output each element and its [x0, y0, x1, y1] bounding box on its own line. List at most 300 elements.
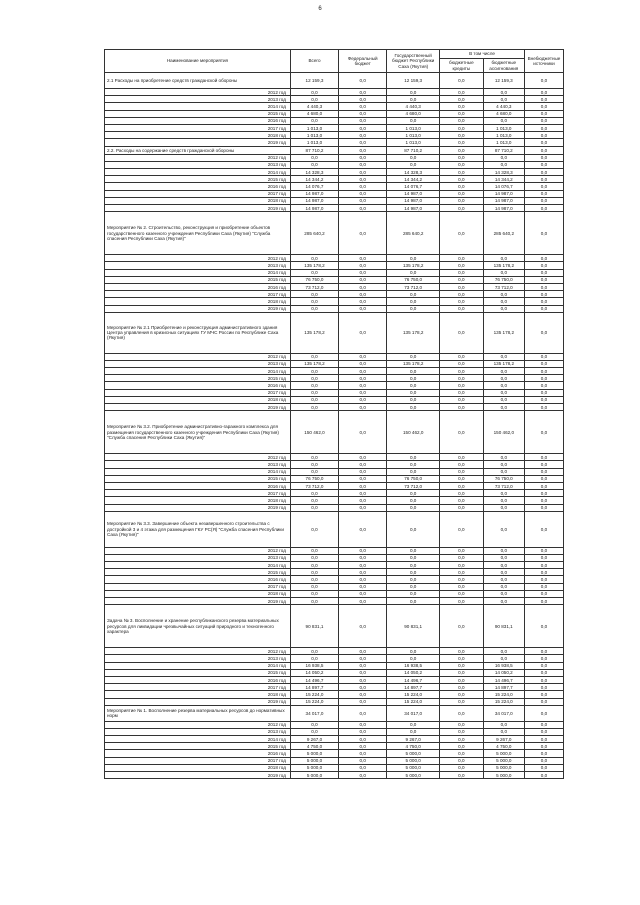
year-value: 0,0: [339, 648, 387, 655]
year-label: 2016 год: [105, 117, 291, 124]
year-value: 0,0: [524, 461, 563, 468]
year-value: 0,0: [524, 576, 563, 583]
year-value: 0,0: [339, 721, 387, 728]
section-row: [105, 605, 564, 648]
year-value: 0,0: [387, 562, 440, 569]
year-label: 2014 год: [105, 368, 291, 375]
year-row: [105, 721, 564, 728]
year-value: 0,0: [440, 176, 484, 183]
section-value: 34 017,0: [483, 705, 524, 721]
year-value: 0,0: [339, 190, 387, 197]
year-value: 0,0: [483, 117, 524, 124]
year-row: [105, 454, 564, 461]
year-value: 0,0: [339, 161, 387, 168]
section-value: 90 831,1: [290, 605, 338, 648]
year-value: 0,0: [483, 353, 524, 360]
year-value: 0,0: [290, 648, 338, 655]
year-label: 2012 год: [105, 721, 291, 728]
year-label: 2019 год: [105, 504, 291, 511]
year-row: [105, 698, 564, 705]
year-row: [105, 96, 564, 103]
year-value: 0,0: [524, 353, 563, 360]
year-value: 0,0: [483, 504, 524, 511]
year-value: 0,0: [483, 562, 524, 569]
year-label: 2017 год: [105, 583, 291, 590]
year-value: 0,0: [524, 276, 563, 283]
year-label: 2018 год: [105, 396, 291, 403]
year-value: 0,0: [290, 89, 338, 96]
year-value: 15 224,0: [483, 691, 524, 698]
year-label: 2014 год: [105, 662, 291, 669]
year-value: 0,0: [440, 375, 484, 382]
year-label: 2015 год: [105, 375, 291, 382]
year-value: 0,0: [387, 117, 440, 124]
year-value: 1 013,0: [483, 139, 524, 146]
year-label: 2016 год: [105, 382, 291, 389]
year-row: [105, 655, 564, 662]
year-value: 0,0: [483, 583, 524, 590]
year-value: 0,0: [339, 750, 387, 757]
year-value: 0,0: [339, 461, 387, 468]
year-value: 14 987,0: [290, 205, 338, 212]
year-value: 5 000,0: [387, 757, 440, 764]
year-value: 0,0: [440, 154, 484, 161]
year-value: 0,0: [524, 190, 563, 197]
year-value: 0,0: [440, 490, 484, 497]
year-value: 135 178,2: [387, 262, 440, 269]
section-title: 2.2. Расходы на содержание средств гражданской обороны: [105, 146, 291, 154]
year-value: 0,0: [524, 482, 563, 489]
year-value: 0,0: [483, 305, 524, 312]
year-value: 0,0: [339, 562, 387, 569]
year-value: 0,0: [290, 728, 338, 735]
year-row: [105, 389, 564, 396]
year-value: 14 344,2: [290, 176, 338, 183]
section-value: 0,0: [483, 511, 524, 547]
year-row: [105, 764, 564, 771]
year-value: 73 712,0: [483, 482, 524, 489]
section-value: 0,0: [339, 312, 387, 353]
section-row: [105, 312, 564, 353]
section-value: 150 462,0: [387, 411, 440, 454]
year-value: 0,0: [483, 89, 524, 96]
year-label: 2014 год: [105, 103, 291, 110]
budget-table: [104, 49, 564, 779]
year-row: [105, 482, 564, 489]
year-label: 2013 год: [105, 554, 291, 561]
year-value: 0,0: [524, 772, 563, 779]
year-value: 0,0: [440, 757, 484, 764]
year-row: [105, 368, 564, 375]
year-value: 5 000,0: [483, 750, 524, 757]
year-value: 0,0: [387, 291, 440, 298]
year-value: 0,0: [524, 764, 563, 771]
year-value: 0,0: [290, 96, 338, 103]
year-value: 76 750,0: [290, 475, 338, 482]
section-value: 0,0: [339, 212, 387, 255]
year-value: 0,0: [339, 117, 387, 124]
year-value: 135 178,2: [483, 360, 524, 367]
year-value: 0,0: [440, 205, 484, 212]
year-label: 2019 год: [105, 598, 291, 605]
year-value: 0,0: [387, 396, 440, 403]
year-value: 0,0: [524, 382, 563, 389]
header-federal: Федеральный бюджет: [339, 50, 387, 73]
section-title: Мероприятие № 1. Восполнение резерва материальных ресурсов до нормативных норм: [105, 705, 291, 721]
year-value: 5 000,0: [290, 750, 338, 757]
year-row: [105, 743, 564, 750]
year-value: 0,0: [524, 691, 563, 698]
year-row: [105, 404, 564, 411]
section-value: 0,0: [339, 511, 387, 547]
year-row: [105, 255, 564, 262]
year-value: 0,0: [339, 764, 387, 771]
year-value: 4 680,0: [387, 110, 440, 117]
year-value: 0,0: [524, 103, 563, 110]
year-value: 5 000,0: [290, 772, 338, 779]
year-value: 1 013,0: [387, 132, 440, 139]
year-value: 14 496,7: [483, 676, 524, 683]
section-value: 0,0: [440, 73, 484, 89]
year-value: 16 938,5: [483, 662, 524, 669]
section-value: 0,0: [440, 212, 484, 255]
year-value: 0,0: [290, 490, 338, 497]
year-value: 0,0: [440, 262, 484, 269]
year-value: 0,0: [339, 154, 387, 161]
year-value: 0,0: [524, 89, 563, 96]
year-value: 0,0: [440, 569, 484, 576]
year-row: [105, 662, 564, 669]
year-label: 2017 год: [105, 190, 291, 197]
year-value: 0,0: [440, 772, 484, 779]
year-value: 4 680,0: [290, 110, 338, 117]
year-value: 0,0: [339, 197, 387, 204]
table-header: [105, 50, 564, 73]
year-row: [105, 468, 564, 475]
year-value: 1 013,0: [387, 139, 440, 146]
year-value: 0,0: [440, 353, 484, 360]
year-value: 0,0: [524, 736, 563, 743]
year-value: 0,0: [483, 461, 524, 468]
year-label: 2013 год: [105, 461, 291, 468]
year-value: 73 712,0: [290, 283, 338, 290]
year-label: 2018 год: [105, 497, 291, 504]
year-value: 0,0: [524, 404, 563, 411]
year-value: 0,0: [290, 305, 338, 312]
header-incl: В том числе: [440, 50, 525, 59]
year-value: 0,0: [440, 124, 484, 131]
year-value: 0,0: [387, 454, 440, 461]
year-value: 0,0: [387, 583, 440, 590]
year-value: 0,0: [339, 291, 387, 298]
year-value: 0,0: [387, 648, 440, 655]
year-value: 0,0: [290, 562, 338, 569]
year-value: 0,0: [440, 305, 484, 312]
year-label: 2013 год: [105, 262, 291, 269]
year-value: 0,0: [290, 255, 338, 262]
year-value: 14 496,7: [290, 676, 338, 683]
section-value: 285 640,2: [483, 212, 524, 255]
year-value: 0,0: [483, 728, 524, 735]
year-value: 0,0: [339, 736, 387, 743]
year-row: [105, 132, 564, 139]
year-value: 0,0: [290, 389, 338, 396]
year-row: [105, 590, 564, 597]
section-row: [105, 212, 564, 255]
year-value: 0,0: [483, 554, 524, 561]
year-value: 0,0: [290, 598, 338, 605]
year-value: 0,0: [440, 382, 484, 389]
year-value: 14 076,7: [387, 183, 440, 190]
year-value: 0,0: [483, 389, 524, 396]
year-value: 0,0: [483, 161, 524, 168]
year-row: [105, 305, 564, 312]
year-value: 0,0: [290, 576, 338, 583]
year-value: 0,0: [339, 554, 387, 561]
year-row: [105, 562, 564, 569]
year-value: 0,0: [440, 554, 484, 561]
year-value: 0,0: [387, 554, 440, 561]
year-value: 0,0: [440, 139, 484, 146]
year-value: 0,0: [290, 655, 338, 662]
year-value: 4 750,0: [483, 743, 524, 750]
year-value: 0,0: [483, 590, 524, 597]
year-value: 0,0: [440, 743, 484, 750]
year-label: 2012 год: [105, 89, 291, 96]
year-value: 0,0: [339, 454, 387, 461]
year-value: 0,0: [339, 590, 387, 597]
year-row: [105, 583, 564, 590]
section-value: 0,0: [524, 212, 563, 255]
year-value: 0,0: [339, 176, 387, 183]
year-value: 0,0: [483, 368, 524, 375]
section-row: [105, 705, 564, 721]
year-label: 2018 год: [105, 764, 291, 771]
header-total: Всего: [290, 50, 338, 73]
year-label: 2019 год: [105, 698, 291, 705]
year-value: 0,0: [524, 183, 563, 190]
year-value: 0,0: [290, 554, 338, 561]
year-row: [105, 554, 564, 561]
year-value: 14 050,2: [290, 669, 338, 676]
year-value: 0,0: [387, 305, 440, 312]
year-label: 2016 год: [105, 183, 291, 190]
year-value: 0,0: [290, 461, 338, 468]
section-row: [105, 73, 564, 89]
year-value: 0,0: [524, 283, 563, 290]
year-value: 0,0: [440, 728, 484, 735]
year-value: 0,0: [290, 468, 338, 475]
year-value: 73 712,0: [387, 482, 440, 489]
year-value: 14 897,7: [483, 684, 524, 691]
year-value: 0,0: [387, 728, 440, 735]
section-value: 0,0: [524, 511, 563, 547]
year-value: 0,0: [339, 504, 387, 511]
section-value: 34 017,0: [290, 705, 338, 721]
year-row: [105, 728, 564, 735]
year-value: 0,0: [440, 255, 484, 262]
year-value: 0,0: [483, 298, 524, 305]
year-row: [105, 676, 564, 683]
year-value: 0,0: [339, 490, 387, 497]
year-value: 0,0: [339, 103, 387, 110]
header-credits: бюджетные кредиты: [440, 59, 484, 73]
year-value: 0,0: [483, 497, 524, 504]
year-label: 2017 год: [105, 684, 291, 691]
year-value: 0,0: [387, 598, 440, 605]
year-label: 2013 год: [105, 655, 291, 662]
year-label: 2017 год: [105, 490, 291, 497]
year-value: 0,0: [524, 117, 563, 124]
header-extra: Внебюджетные источники: [524, 50, 563, 73]
section-row: [105, 146, 564, 154]
year-row: [105, 161, 564, 168]
year-value: 0,0: [524, 96, 563, 103]
section-title: Мероприятие № 3.3. Завершение объекта незавершенного строительства с достройкой 3 и 4 этажа для размещения ГКУ РС(Я) "Служба спасения Республики Саха (Якутия)": [105, 511, 291, 547]
year-value: 0,0: [524, 669, 563, 676]
section-value: 0,0: [524, 312, 563, 353]
section-value: 0,0: [339, 411, 387, 454]
section-value: 87 710,2: [290, 146, 338, 154]
year-value: 0,0: [387, 590, 440, 597]
year-value: 0,0: [339, 132, 387, 139]
year-value: 0,0: [339, 698, 387, 705]
year-value: 9 267,0: [387, 736, 440, 743]
year-value: 0,0: [524, 676, 563, 683]
year-value: 0,0: [387, 504, 440, 511]
year-row: [105, 504, 564, 511]
year-value: 14 050,2: [387, 669, 440, 676]
year-value: 5 000,0: [387, 764, 440, 771]
year-value: 0,0: [440, 389, 484, 396]
section-value: 34 017,0: [387, 705, 440, 721]
year-value: 0,0: [387, 461, 440, 468]
section-value: 12 159,3: [483, 73, 524, 89]
year-value: 0,0: [387, 255, 440, 262]
year-value: 0,0: [339, 276, 387, 283]
year-value: 135 178,2: [483, 262, 524, 269]
year-value: 14 076,7: [290, 183, 338, 190]
year-label: 2018 год: [105, 197, 291, 204]
year-label: 2018 год: [105, 132, 291, 139]
year-value: 0,0: [339, 269, 387, 276]
year-label: 2014 год: [105, 468, 291, 475]
year-value: 0,0: [440, 583, 484, 590]
year-value: 0,0: [387, 490, 440, 497]
year-value: 0,0: [339, 305, 387, 312]
year-value: 76 750,0: [290, 276, 338, 283]
page-number: 6: [318, 6, 322, 12]
year-value: 0,0: [524, 454, 563, 461]
year-value: 0,0: [524, 662, 563, 669]
year-value: 76 750,0: [387, 276, 440, 283]
year-row: [105, 475, 564, 482]
year-value: 73 712,0: [290, 482, 338, 489]
year-value: 0,0: [524, 368, 563, 375]
year-value: 14 050,2: [483, 669, 524, 676]
year-value: 4 440,3: [290, 103, 338, 110]
section-value: 0,0: [524, 146, 563, 154]
year-label: 2013 год: [105, 161, 291, 168]
year-value: 1 013,0: [387, 124, 440, 131]
year-value: 0,0: [440, 648, 484, 655]
year-row: [105, 139, 564, 146]
year-label: 2013 год: [105, 360, 291, 367]
year-label: 2014 год: [105, 562, 291, 569]
year-row: [105, 89, 564, 96]
year-value: 0,0: [524, 497, 563, 504]
year-value: 14 987,0: [290, 197, 338, 204]
year-value: 0,0: [339, 468, 387, 475]
year-value: 0,0: [440, 662, 484, 669]
year-value: 0,0: [339, 353, 387, 360]
year-row: [105, 124, 564, 131]
year-value: 0,0: [440, 96, 484, 103]
year-value: 0,0: [524, 598, 563, 605]
year-value: 0,0: [290, 117, 338, 124]
year-value: 0,0: [339, 669, 387, 676]
table-body: [105, 73, 564, 779]
year-value: 0,0: [440, 547, 484, 554]
year-value: 0,0: [339, 475, 387, 482]
year-value: 9 267,0: [483, 736, 524, 743]
year-value: 0,0: [524, 743, 563, 750]
year-value: 15 224,0: [483, 698, 524, 705]
year-value: 0,0: [387, 569, 440, 576]
year-value: 14 987,0: [483, 205, 524, 212]
year-value: 0,0: [387, 154, 440, 161]
section-title: 2.1 Расходы на приобретение средств гражданской обороны: [105, 73, 291, 89]
year-value: 0,0: [483, 547, 524, 554]
year-value: 1 013,0: [290, 139, 338, 146]
year-value: 0,0: [524, 124, 563, 131]
year-value: 15 224,0: [387, 698, 440, 705]
year-value: 0,0: [440, 368, 484, 375]
year-value: 0,0: [290, 353, 338, 360]
year-value: 0,0: [483, 396, 524, 403]
year-value: 0,0: [339, 96, 387, 103]
year-value: 0,0: [440, 103, 484, 110]
year-value: 0,0: [483, 404, 524, 411]
year-value: 0,0: [483, 468, 524, 475]
section-value: 87 710,2: [483, 146, 524, 154]
year-value: 0,0: [440, 504, 484, 511]
year-value: 16 938,5: [387, 662, 440, 669]
year-value: 0,0: [440, 161, 484, 168]
year-value: 5 000,0: [483, 764, 524, 771]
year-row: [105, 269, 564, 276]
year-value: 0,0: [440, 454, 484, 461]
year-value: 0,0: [440, 461, 484, 468]
section-row: [105, 411, 564, 454]
year-value: 0,0: [290, 404, 338, 411]
year-value: 135 178,2: [290, 262, 338, 269]
year-value: 0,0: [483, 721, 524, 728]
year-value: 0,0: [524, 655, 563, 662]
year-value: 0,0: [524, 197, 563, 204]
year-value: 73 712,0: [483, 283, 524, 290]
year-value: 5 000,0: [290, 757, 338, 764]
year-label: 2019 год: [105, 305, 291, 312]
year-value: 0,0: [440, 698, 484, 705]
year-value: 0,0: [339, 124, 387, 131]
year-value: 0,0: [440, 283, 484, 290]
header-name: Наименование мероприятия: [105, 50, 291, 73]
year-row: [105, 576, 564, 583]
section-title: Мероприятие № 3.2. Приобретение административно-гаражного комплекса для размещения государственного казенного учреждения Республики Саха (Якутия) "Служба спасения Республики Саха (Якутия)": [105, 411, 291, 454]
year-value: 0,0: [339, 89, 387, 96]
year-label: 2016 год: [105, 283, 291, 290]
